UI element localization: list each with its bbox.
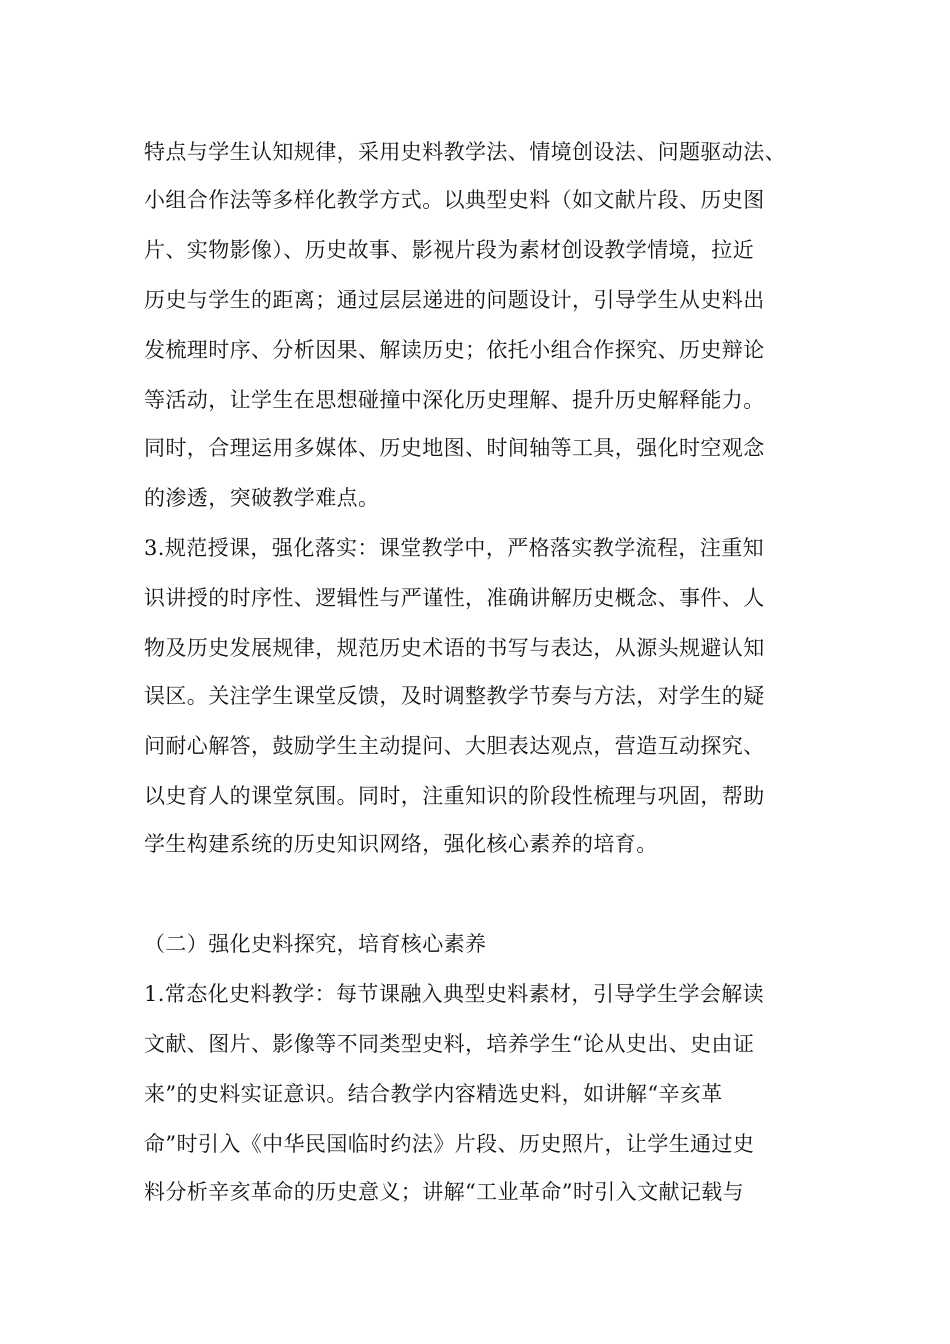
text-line: 发梳理时序、分析因果、解读历史；依托小组合作探究、历史辩论 xyxy=(144,338,765,362)
text-line: 小组合作法等多样化教学方式。以典型史料（如文献片段、历史图 xyxy=(144,188,765,212)
text-line: 1.常态化史料教学：每节课融入典型史料素材，引导学生学会解读 xyxy=(144,982,765,1006)
text-line: 误区。关注学生课堂反馈，及时调整教学节奏与方法，对学生的疑 xyxy=(144,684,765,708)
text-line: 问耐心解答，鼓励学生主动提问、大胆表达观点，营造互动探究、 xyxy=(144,734,765,758)
text-line: 学生构建系统的历史知识网络，强化核心素养的培育。 xyxy=(144,832,658,856)
text-line: 来”的史料实证意识。结合教学内容精选史料，如讲解“辛亥革 xyxy=(144,1082,723,1106)
text-line: 特点与学生认知规律，采用史料教学法、情境创设法、问题驱动法、 xyxy=(144,140,786,164)
text-line: 以史育人的课堂氛围。同时，注重知识的阶段性梳理与巩固，帮助 xyxy=(144,784,765,808)
text-line: 片、实物影像）、历史故事、影视片段为素材创设教学情境，拉近 xyxy=(144,238,755,262)
text-line: 3.规范授课，强化落实：课堂教学中，严格落实教学流程，注重知 xyxy=(144,536,765,560)
text-line: 物及历史发展规律，规范历史术语的书写与表达，从源头规避认知 xyxy=(144,636,765,660)
text-line: 识讲授的时序性、逻辑性与严谨性，准确讲解历史概念、事件、人 xyxy=(144,586,765,610)
text-line: 文献、图片、影像等不同类型史料，培养学生“论从史出、史由证 xyxy=(144,1032,755,1056)
section-heading: （二）强化史料探究，培育核心素养 xyxy=(144,932,487,956)
text-line: 命”时引入《中华民国临时约法》片段、历史照片，让学生通过史 xyxy=(144,1132,755,1156)
text-line: 料分析辛亥革命的历史意义；讲解“工业革命”时引入文献记载与 xyxy=(144,1180,745,1204)
text-line: 同时，合理运用多媒体、历史地图、时间轴等工具，强化时空观念 xyxy=(144,436,765,460)
text-line: 的渗透，突破教学难点。 xyxy=(144,486,380,510)
text-line: 历史与学生的距离；通过层层递进的问题设计，引导学生从史料出 xyxy=(144,288,765,312)
text-line: 等活动，让学生在思想碰撞中深化历史理解、提升历史解释能力。 xyxy=(144,388,765,412)
